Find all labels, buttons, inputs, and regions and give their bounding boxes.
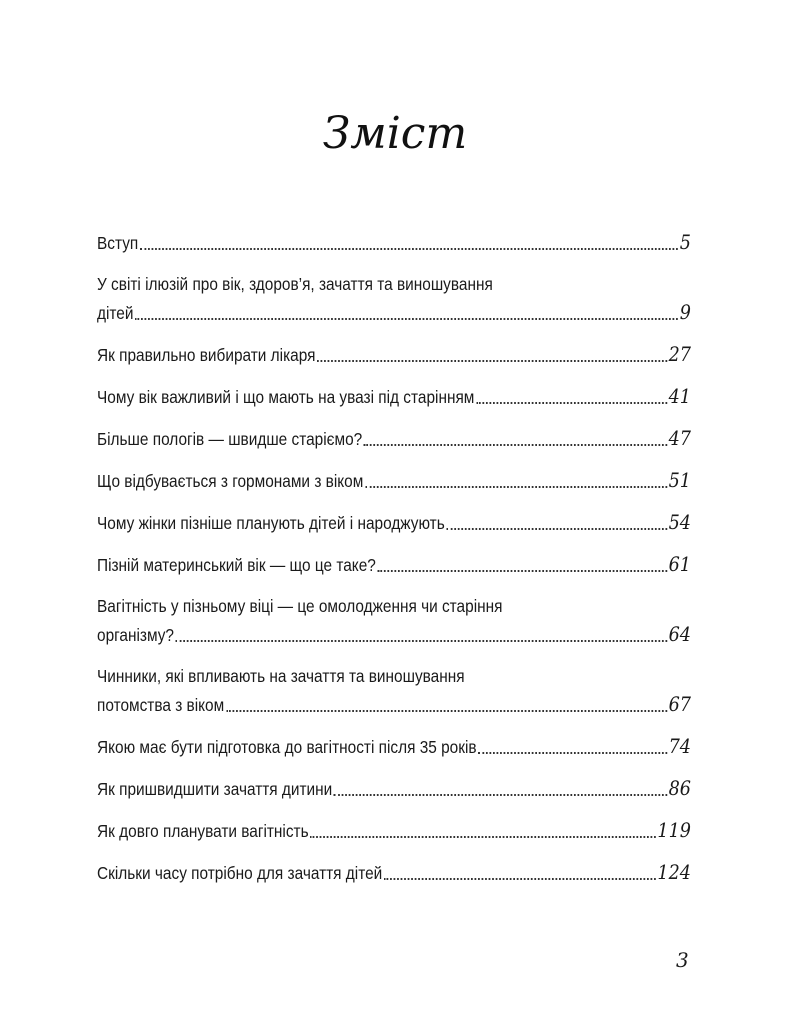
toc-entry[interactable] — [97, 816, 691, 858]
toc-entry-page: 86 — [668, 776, 691, 800]
toc-entry-page: 54 — [668, 510, 691, 534]
toc-entry-title-cont: потомства з віком — [97, 695, 225, 715]
toc-entry-title: Як правильно вибирати лікаря — [97, 345, 316, 365]
toc-entry-title: Як пришвидшити зачаття дитини — [97, 779, 333, 799]
leader-dots — [365, 486, 667, 488]
leader-dots — [334, 794, 667, 796]
leader-dots — [226, 710, 667, 712]
toc-entry-page: 119 — [657, 818, 691, 842]
toc-entry[interactable] — [97, 508, 691, 550]
toc-entry-title: Вагітність у пізньому віці — це омолодження чи старіння — [97, 596, 503, 616]
toc-entry[interactable] — [97, 662, 691, 732]
toc-entry-page: 41 — [668, 384, 691, 408]
toc-entry[interactable] — [97, 550, 691, 592]
leader-dots — [478, 752, 666, 754]
toc-entry-page: 67 — [668, 692, 691, 716]
toc-entry[interactable] — [97, 592, 691, 662]
toc-entry[interactable] — [97, 228, 691, 270]
toc-entry-page: 61 — [668, 552, 691, 576]
page-number: 3 — [676, 948, 689, 972]
toc-entry[interactable] — [97, 382, 691, 424]
leader-dots — [364, 444, 667, 446]
toc-entry-title: Як довго планувати вагітність — [97, 821, 309, 841]
leader-dots — [476, 402, 667, 404]
leader-dots — [135, 318, 678, 320]
toc-entry-title: Пізній материнський вік — що це таке? — [97, 555, 376, 575]
toc-entry-page: 47 — [668, 426, 691, 450]
toc-entry[interactable] — [97, 340, 691, 382]
toc-entry-page: 64 — [668, 622, 691, 646]
page-title: Зміст — [322, 108, 468, 159]
toc-entry-page: 5 — [679, 230, 691, 254]
toc-entry-title: Чинники, які впливають на зачаття та виношування — [97, 666, 465, 686]
leader-dots — [140, 248, 678, 250]
toc-entry-page: 74 — [668, 734, 691, 758]
leader-dots — [378, 570, 667, 572]
toc-entry[interactable] — [97, 466, 691, 508]
toc-entry[interactable] — [97, 424, 691, 466]
toc-entry-title: Чому вік важливий і що мають на увазі під старінням — [97, 387, 475, 407]
toc-entry-title: Вступ — [97, 233, 139, 253]
leader-dots — [447, 528, 667, 530]
toc-entry-page: 51 — [668, 468, 691, 492]
toc-entry[interactable] — [97, 732, 691, 774]
toc-entry-page: 124 — [657, 860, 691, 884]
leader-dots — [310, 836, 655, 838]
toc-entry-title: Чому жінки пізніше планують дітей і народжують — [97, 513, 445, 533]
toc-entry-title: Якою має бути підготовка до вагітності після 35 років — [97, 737, 477, 757]
toc-entry-title-cont: організму? — [97, 625, 174, 645]
leader-dots — [317, 360, 667, 362]
toc-entry-page: 27 — [668, 342, 691, 366]
toc-entry-title: Що відбувається з гормонами з віком — [97, 471, 364, 491]
toc-entry-title: У світі ілюзій про вік, здоров’я, зачаття та виношування — [97, 274, 493, 294]
toc-entry-title-cont: дітей — [97, 303, 134, 323]
toc-entry-page: 9 — [679, 300, 691, 324]
toc-entry[interactable] — [97, 858, 691, 900]
toc-entry[interactable] — [97, 774, 691, 816]
toc-entry-title: Скільки часу потрібно для зачаття дітей — [97, 863, 383, 883]
leader-dots — [384, 878, 656, 880]
leader-dots — [176, 640, 667, 642]
table-of-contents — [97, 228, 691, 900]
toc-entry-title: Більше пологів — швидше старіємо? — [97, 429, 363, 449]
toc-entry[interactable] — [97, 270, 691, 340]
